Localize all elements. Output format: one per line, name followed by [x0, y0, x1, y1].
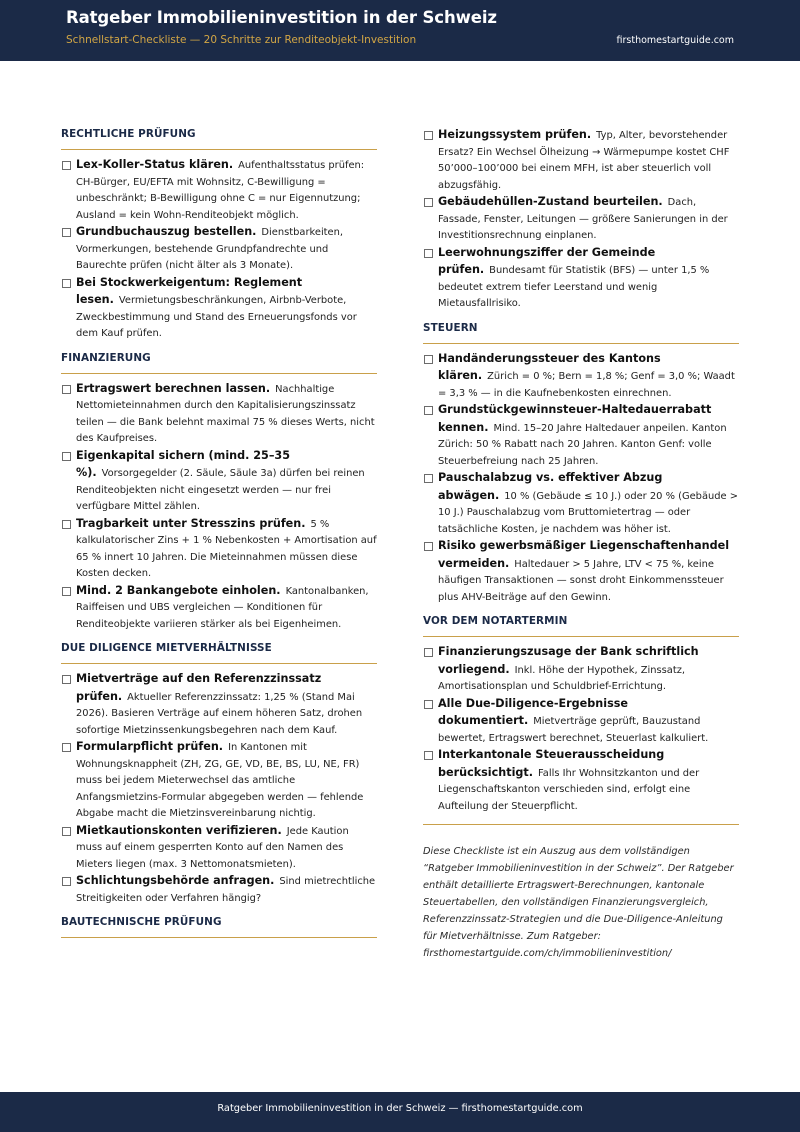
document-subtitle: Schnellstart-Checkliste — 20 Schritte zur Renditeobjekt-Investition: [66, 34, 417, 46]
document-title: Ratgeber Immobilieninvestition in der Schweiz: [66, 8, 497, 27]
checklist-item-text: Dienstbarkeiten, Vormerkungen, bestehende Grundpfandrechte und Baurechte prüfen (nicht älter als 3 Monate).: [76, 227, 344, 271]
section-finance: [61, 352, 377, 634]
page-header: [0, 0, 800, 61]
checklist-item-title: Grundbuchauszug bestellen.: [76, 225, 257, 238]
page-footer: [0, 1092, 800, 1132]
checklist-item-text: Mietverträge geprüft, Bauzustand bewertet, Ertragswert berechnet, Steuerlast kalkuliert.: [438, 716, 709, 744]
checklist-item-text: Kantonalbanken, Raiffeisen und UBS vergleichen — Konditionen für Renditeobjekte variieren stärker als bei Eigenheimen.: [76, 585, 369, 630]
checklist-item-title: Heizungssystem prüfen.: [438, 128, 592, 141]
checkbox-icon[interactable]: [62, 279, 71, 288]
checklist-item-title: Risiko gewerbsmäßiger Liegenschaftenhandel vermeiden.: [438, 539, 730, 570]
checkbox-icon[interactable]: [424, 751, 433, 760]
section-diligence: [61, 642, 377, 907]
checklist-item-title: Pauschalabzug vs. effektiver Abzug abwägen.: [438, 471, 663, 502]
checklist-item-title: Mietkautionskonten verifizieren.: [76, 823, 282, 837]
checkbox-icon[interactable]: [424, 474, 433, 483]
footer-text: Ratgeber Immobilieninvestition in der Schweiz — firsthomestartguide.com: [217, 1103, 583, 1114]
checkbox-icon[interactable]: [424, 406, 433, 415]
checkbox-icon[interactable]: [424, 131, 433, 140]
checkbox-icon[interactable]: [424, 700, 433, 709]
checklist-item-title: Mietverträge auf den Referenzzinssatz prüfen.: [76, 672, 322, 703]
checkbox-icon[interactable]: [62, 520, 71, 529]
checklist-item-text: Nachhaltige Nettomieteinnahmen durch den Kapitalisierungszinssatz teilen — die Bank belehnt maximal 75 % dieses Werts, nicht des Kaufpreises.: [76, 383, 375, 444]
checkbox-icon[interactable]: [62, 675, 71, 684]
checklist-item-text: Vorsorgegelder (2. Säule, Säule 3a) dürfen bei reinen Renditeobjekten nicht eingesetzt werden — nur frei verfügbare Mittel zählen.: [76, 468, 365, 512]
checklist-item: [423, 470, 739, 538]
checkbox-icon[interactable]: [424, 542, 433, 551]
checklist-item: [423, 747, 739, 815]
checklist-item-title: Grundstückgewinnsteuer-Haltedauerrabatt kennen.: [438, 403, 712, 434]
checklist-item-text: 10 % (Gebäude ≤ 10 J.) oder 20 % (Gebäude > 10 J.) Pauschalabzug vom Bruttomietertrag — oder tatsächliche Kosten, je nachdem was höher ist.: [438, 490, 739, 535]
section-taxes: [423, 322, 739, 607]
checkbox-icon[interactable]: [62, 743, 71, 752]
checklist-item-text: Jede Kaution muss auf einem gesperrten Konto auf den Namen des Mieters liegen (max. 3 Nettomonatsmieten).: [76, 825, 349, 870]
checklist-item: [61, 224, 377, 275]
checklist-item: [61, 873, 377, 907]
checklist-item: [61, 448, 377, 516]
section-title: FINANZIERUNG: [61, 352, 377, 374]
checkbox-icon[interactable]: [62, 385, 71, 394]
checklist-item-text: Haltedauer > 5 Jahre, LTV < 75 %, keine häufigen Transaktionen — sonst droht Einkommenssteuer plus AHV-Beiträge auf den Gewinn.: [438, 558, 724, 603]
checkbox-icon[interactable]: [424, 198, 433, 207]
checklist-item-text: Sind mietrechtliche Streitigkeiten oder Verfahren hängig?: [76, 876, 376, 904]
checklist-item: [61, 516, 377, 583]
checklist-item: [61, 583, 377, 634]
section-legal: [61, 128, 377, 343]
checklist-item: [423, 194, 739, 245]
checklist-item-text: Aktueller Referenzzinssatz: 1,25 % (Stand Mai 2026). Basieren Verträge auf einem höheren Satz, drohen sofortige Mietzinssenkungsbegehren nach dem Kauf.: [76, 691, 363, 736]
checklist-item: [423, 538, 739, 606]
checkbox-icon[interactable]: [62, 877, 71, 886]
checklist-item-text: Mind. 15–20 Jahre Haltedauer anpeilen. Kanton Zürich: 50 % Rabatt nach 20 Jahren. Kanton Genf: volle Steuerbefreiung nach 25 Jahren.: [438, 422, 727, 467]
checklist-item-title: Schlichtungsbehörde anfragen.: [76, 874, 275, 887]
checklist-item-title: Leerwohnungsziffer der Gemeinde prüfen.: [438, 245, 656, 276]
checklist-item: [423, 245, 739, 313]
section-notary: [423, 615, 739, 825]
checklist-item: [423, 644, 739, 696]
checklist-item: [423, 402, 739, 470]
checklist-item-title: Interkantonale Steuerausscheidung berücksichtigt.: [438, 748, 665, 779]
checklist-item-title: Mind. 2 Bankangebote einholen.: [76, 583, 281, 597]
checklist-item-text: Inkl. Höhe der Hypothek, Zinssatz, Amortisationsplan und Schuldbrief-Errichtung.: [438, 664, 686, 692]
checklist-item: [61, 671, 377, 739]
checklist-item-text: In Kantonen mit Wohnungsknappheit (ZH, ZG, GE, VD, BE, BS, LU, NE, FR) muss bei jedem Mieterwechsel das amtliche Anfangsmietzins-Formular abgegeben werden — fehlende Abgabe macht die Mietzinsvereinbarung nichtig.: [76, 742, 364, 819]
checklist-item-title: Tragbarkeit unter Stresszins prüfen.: [76, 516, 306, 530]
checklist-item: [61, 823, 377, 874]
section-title: BAUTECHNISCHE PRÜFUNG: [61, 916, 377, 938]
checklist-item-text: Zürich = 0 %; Bern = 1,8 %; Genf = 3,0 %; Waadt = 3,3 % — in die Kaufnebenkosten einrechnen.: [438, 371, 735, 399]
checklist-item-title: Finanzierungszusage der Bank schriftlich vorliegend.: [438, 645, 699, 676]
checkbox-icon[interactable]: [424, 249, 433, 258]
checklist-item-title: Lex-Koller-Status klären.: [76, 158, 234, 171]
section-title: DUE DILIGENCE MIETVERHÄLTNISSE: [61, 642, 377, 664]
checklist-item-text: Bundesamt für Statistik (BFS) — unter 1,5 % bedeutet extrem tiefer Leerstand und wenig Mietausfallrisiko.: [438, 265, 710, 309]
right-column: [423, 127, 739, 825]
checkbox-icon[interactable]: [62, 228, 71, 237]
checklist-item: [61, 381, 377, 448]
guide-note: Diese Checkliste ist ein Auszug aus dem vollständigen “Ratgeber Immobilieninvestition in der Schweiz”. Der Ratgeber enthält detaillierte Ertragswert-Berechnungen, kantonale Steuertabellen, den vollständigen Finanzierungsvergleich, Referenzzinssatz-Strategien und die Due-Diligence-Anleitung für Mietverhältnisse. Zum Ratgeber: firsthomestartguide.com/ch/immobilieninvestition/: [423, 846, 734, 959]
checklist-item-text: Aufenthaltsstatus prüfen: CH-Bürger, EU/EFTA mit Wohnsitz, C-Bewilligung = unbeschränkt; B-Bewilligung ohne C = nur Eigennutzung; Ausland = kein Wohn-Renditeobjekt möglich.: [76, 160, 365, 221]
checkbox-icon[interactable]: [424, 355, 433, 364]
checklist-item-text: Typ, Alter, bevorstehender Ersatz? Ein Wechsel Ölheizung → Wärmepumpe kostet CHF 50’000–100’000 bei einem MFH, ist aber steuerlich voll abzugsfähig.: [438, 130, 730, 191]
checklist-item: [423, 127, 739, 194]
checklist-item-title: Ertragswert berechnen lassen.: [76, 381, 271, 395]
checklist-item-title: Eigenkapital sichern (mind. 25–35 %).: [76, 448, 291, 479]
checkbox-icon[interactable]: [62, 827, 71, 836]
left-column: [61, 128, 377, 945]
section-title: STEUERN: [423, 322, 739, 344]
checklist-item: [61, 739, 377, 823]
section-building: [423, 127, 739, 313]
section-building-heading: [61, 916, 377, 938]
checklist-item-text: Falls Ihr Wohnsitzkanton und der Liegenschaftskanton verschieden sind, erfolgt eine Aufteilung der Steuerpflicht.: [438, 767, 700, 812]
checklist-item-title: Alle Due-Diligence-Ergebnisse dokumentiert.: [438, 696, 628, 727]
section-title: VOR DEM NOTARTERMIN: [423, 615, 739, 637]
checkbox-icon[interactable]: [62, 161, 71, 170]
checklist-item-title: Gebäudehüllen-Zustand beurteilen.: [438, 195, 663, 208]
checklist-item: [61, 275, 377, 343]
checklist-item-text: Dach, Fassade, Fenster, Leitungen — größere Sanierungen in der Investitionsrechnung einplanen.: [438, 197, 728, 241]
section-title: RECHTLICHE PRÜFUNG: [61, 128, 377, 150]
checklist-item: [423, 351, 739, 403]
section-end-rule: [423, 824, 739, 825]
checklist-item: [423, 696, 739, 748]
checklist-item-title: Formularpflicht prüfen.: [76, 740, 224, 753]
checkbox-icon[interactable]: [62, 587, 71, 596]
checkbox-icon[interactable]: [424, 648, 433, 657]
checklist-item-text: 5 % kalkulatorischer Zins + 1 % Nebenkosten + Amortisation auf 65 % innert 10 Jahren. Die Mieteinnahmen müssen diese Kosten decken.: [76, 518, 377, 579]
checkbox-icon[interactable]: [62, 452, 71, 461]
checklist-item-title: Bei Stockwerkeigentum: Reglement lesen.: [76, 275, 303, 306]
checklist-item-text: Vermietungsbeschränkungen, Airbnb-Verbote, Zweckbestimmung und Stand des Erneuerungsfonds vor dem Kauf prüfen.: [76, 295, 357, 339]
checklist-item: [61, 157, 377, 224]
header-site-link[interactable]: firsthomestartguide.com: [616, 35, 734, 46]
checklist-item-title: Handänderungssteuer des Kantons klären.: [438, 351, 661, 382]
